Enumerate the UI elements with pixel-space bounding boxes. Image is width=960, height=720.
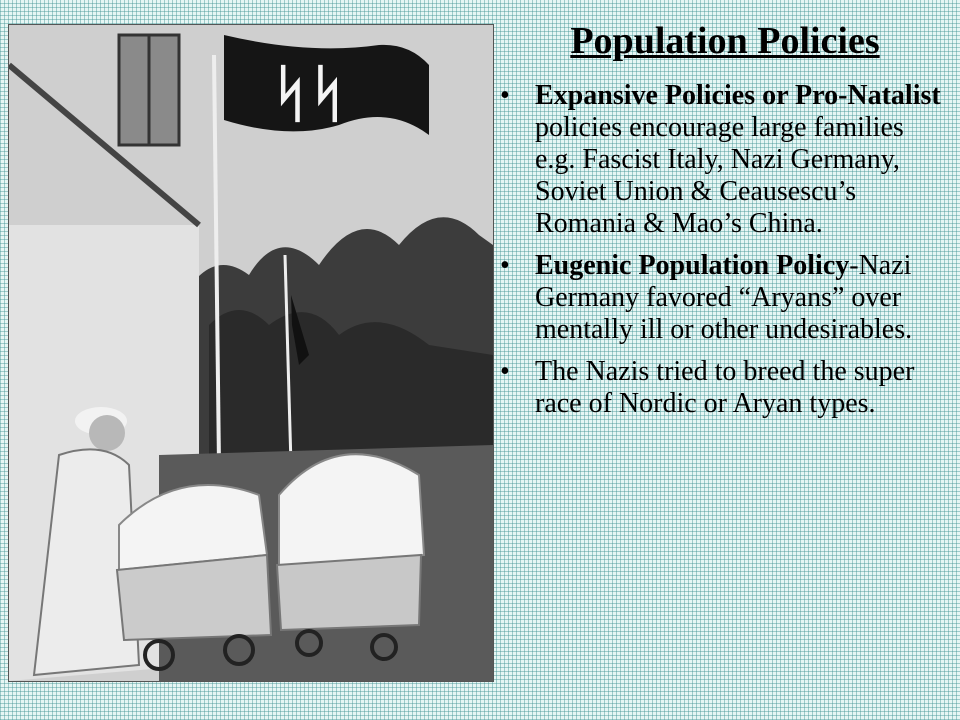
- bullet-item-pronatalist: [498, 80, 950, 240]
- bullet-body-text: policies encourage large families e.g. Fascist Italy, Nazi Germany, Soviet Union & Ceausescu’s Romania & Mao’s China.: [535, 112, 904, 239]
- bullet-bold-term: Expansive Policies or Pro-Natalist: [535, 80, 941, 111]
- flag-ss-glyph: ᛋᛋ: [271, 57, 347, 130]
- bullet-dot-icon: •: [500, 80, 510, 111]
- bullet-body-text: -Nazi Germany favored “Aryans” over mentally ill or other undesirables.: [535, 250, 913, 345]
- bullet-body-text: The Nazis tried to breed the super race of Nordic or Aryan types.: [535, 356, 915, 419]
- bullet-list: [498, 80, 950, 430]
- bullet-item-nazi-breeding: [498, 356, 950, 420]
- slide-title: Population Policies: [570, 20, 880, 62]
- bullet-bold-term: Eugenic Population Policy: [535, 250, 850, 281]
- bullet-dot-icon: •: [500, 356, 510, 387]
- historical-photo: [8, 24, 494, 682]
- bullet-dot-icon: •: [500, 250, 510, 281]
- bullet-item-eugenic: [498, 250, 950, 346]
